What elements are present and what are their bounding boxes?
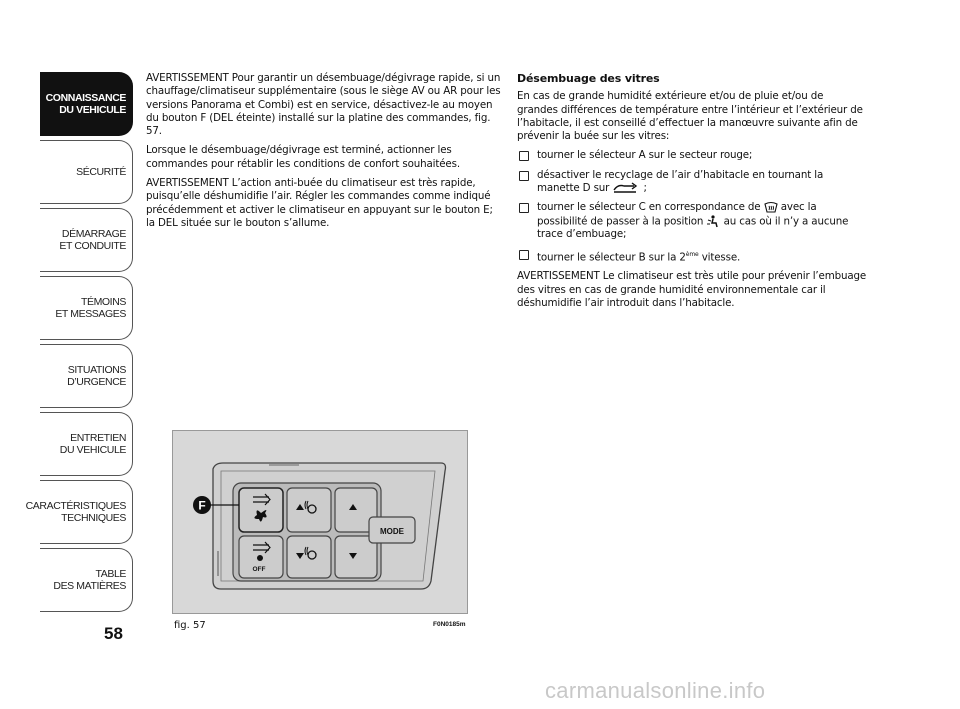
sidebar-tab-connaissance[interactable] [40,72,133,136]
windshield-defrost-icon [764,201,778,213]
callout-label: F [198,498,206,513]
list-item: tourner le sélecteur A sur le secteur rouge; [517,149,867,162]
off-label: OFF [252,566,266,573]
checkbox-bullet-icon [519,203,529,213]
heater-icon [257,555,263,561]
sidebar-tab-label: SITUATIONS D’URGENCE [67,363,126,388]
figure-caption: fig. 57 [174,620,206,631]
sidebar-tab-label: SÉCURITÉ [76,165,126,178]
sidebar-tab-label: DÉMARRAGE ET CONDUITE [59,227,126,252]
checkbox-bullet-icon [519,250,529,260]
checkbox-bullet-icon [519,171,529,181]
list-item: désactiver le recyclage de l’air d’habitacle en tournant la manette D sur ; [517,169,867,196]
feet-windshield-airflow-icon [706,215,720,228]
intro-paragraph: En cas de grande humidité extérieure et/ou de pluie et/ou de grandes différences de température entre l’intérieur et l’extérieur de l’habitacle, il est conseillé d’effectuer la manœuvre suivante afin de prévenir la buée sur les vitres: [517,90,863,143]
page-number: 58 [104,624,123,643]
list-item: tourner le sélecteur B sur la 2ème vitesse. [517,248,867,265]
figure-code: F0N0185m [433,621,466,628]
list-item: tourner le sélecteur C en correspondance de avec la possibilité de passer à la position au cas où il n’y a aucune trace d’embuage; [517,201,867,241]
sidebar-tab-table[interactable] [40,548,133,612]
sidebar-tab-label: TÉMOINS ET MESSAGES [55,295,126,320]
warning-paragraph: AVERTISSEMENT Pour garantir un désembuage/dégivrage rapide, si un chauffage/climatiseur supplémentaire (sous le siège AV ou AR pour les versions Panorama et Combi) est en service, désactivez-le au moyen du bouton F (DEL éteinte) installé sur la platine des commandes, fig. 57. [146,72,501,138]
warning-paragraph: AVERTISSEMENT L’action anti-buée du climatiseur est très rapide, puisqu’elle déshumidifie l’air. Régler les commandes comme indiqué précédemment et activer le climatiseur en appuyant sur le bouton E; la DEL située sur le bouton s’allume. [146,177,493,229]
mode-label: MODE [380,527,404,536]
sidebar-tab-entretien[interactable] [40,412,133,476]
sidebar-tab-caracteristiques[interactable] [25,480,133,544]
sidebar-tab-label: CARACTÉRISTIQUES TECHNIQUES [25,499,126,524]
sidebar-tab-demarrage[interactable] [40,208,133,272]
warning-paragraph: AVERTISSEMENT Le climatiseur est très utile pour prévenir l’embuage des vitres en cas de grande humidité environnementale car il déshumidifie l’air introduit dans l’habitacle. [517,270,867,310]
sidebar-tab-label: ENTRETIEN DU VEHICULE [59,431,126,456]
checkbox-bullet-icon [519,151,529,161]
watermark: carmanualsonline.info [545,678,766,703]
paragraph: Lorsque le désembuage/dégivrage est terminé, actionner les commandes pour rétablir les conditions de confort souhaitées. [146,144,460,170]
outside-air-icon [612,182,640,194]
sidebar-tab-temoins[interactable] [40,276,133,340]
sidebar-tab-situations[interactable] [40,344,133,408]
heated-seat-up-button[interactable] [287,488,331,532]
control-panel-figure [172,430,468,614]
text-column-left [146,72,501,236]
section-sidebar [25,72,133,616]
control-panel-illustration [173,431,467,613]
sidebar-tab-label: TABLE DES MATIÈRES [53,567,126,592]
heater-fan-button[interactable] [239,488,283,532]
sidebar-tab-securite[interactable] [40,140,133,204]
text-column-right [517,72,867,316]
section-heading: Désembuage des vitres [517,72,660,85]
sidebar-tab-label: CONNAISSANCE DU VEHICULE [45,91,126,116]
instruction-list [517,149,867,264]
